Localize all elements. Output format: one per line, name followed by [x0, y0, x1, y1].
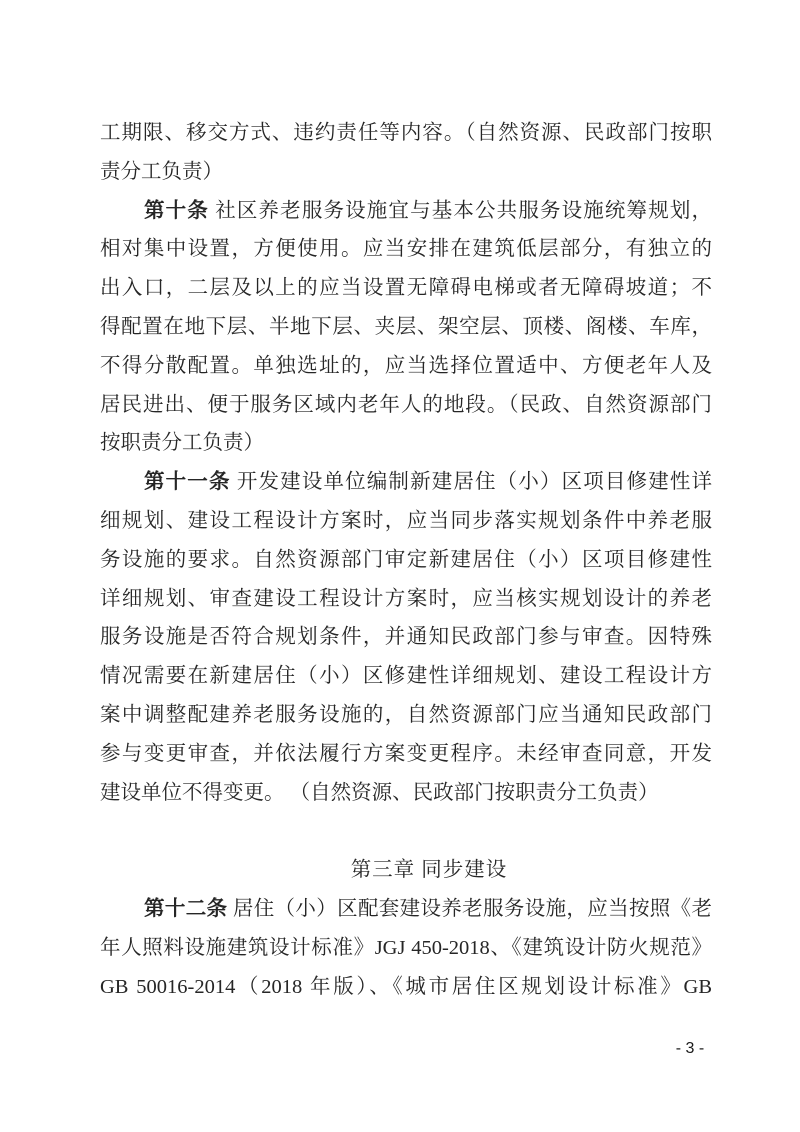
line-text: 社区养老服务设施宜与基本公共服务设施统筹规划， [208, 199, 713, 222]
body-line: 建设单位不得变更。 （自然资源、民政部门按职责分工负责） [100, 781, 659, 804]
body-line: 情况需要在新建居住（小）区修建性详细规划、建设工程设计方 [100, 665, 712, 688]
body-line: 服务设施是否符合规划条件，并通知民政部门参与审查。因特殊 [100, 626, 712, 649]
body-line: 相对集中设置，方便使用。应当安排在建筑低层部分，有独立的 [100, 238, 712, 261]
chapter-heading: 第三章 同步建设 [350, 859, 508, 882]
body-line: 工期限、移交方式、违约责任等内容。（自然资源、民政部门按职 [100, 122, 712, 144]
article-11-number: 第十一条 [144, 471, 231, 494]
body-line: 得配置在地下层、半地下层、夹层、架空层、顶楼、阁楼、车库， [100, 315, 712, 338]
body-line: 不得分散配置。单独选址的，应当选择位置适中、方便老年人及 [100, 354, 712, 377]
body-line: 细规划、建设工程设计方案时，应当同步落实规划条件中养老服 [100, 509, 712, 532]
body-line: 出入口，二层及以上的应当设置无障碍电梯或者无障碍坡道；不 [100, 277, 712, 300]
body-line: 按职责分工负责） [100, 432, 264, 455]
article-12-number: 第十二条 [144, 897, 228, 920]
body-line: 详细规划、审查建设工程设计方案时，应当核实规划设计的养老 [100, 587, 712, 610]
article-10-line [100, 192, 712, 231]
line-text: 开发建设单位编制新建居住（小）区项目修建性详 [230, 471, 713, 494]
body-line: 参与变更审查，并依法履行方案变更程序。未经审查同意，开发 [100, 742, 712, 765]
blank-line [100, 812, 712, 851]
body-line: 务设施的要求。自然资源部门审定新建居住（小）区项目修建性 [100, 548, 712, 571]
body-line: 居民进出、便于服务区域内老年人的地段。（民政、自然资源部门 [100, 393, 712, 416]
article-11-line [100, 463, 712, 502]
body-line: GB 50016-2014（2018 年版）、《城市居住区规划设计标准》GB [100, 975, 712, 998]
article-10-number: 第十条 [144, 199, 209, 222]
article-12-line [100, 890, 712, 929]
body-line: 年人照料设施建筑设计标准》JGJ 450-2018、《建筑设计防火规范》 [100, 936, 712, 959]
page-number: - 3 - [675, 1040, 705, 1057]
document-body [100, 114, 712, 1006]
body-line: 案中调整配建养老服务设施的，自然资源部门应当通知民政部门 [100, 703, 712, 726]
body-line: 责分工负责） [100, 160, 223, 183]
line-text: 居住（小）区配套建设养老服务设施，应当按照《老 [227, 897, 713, 920]
